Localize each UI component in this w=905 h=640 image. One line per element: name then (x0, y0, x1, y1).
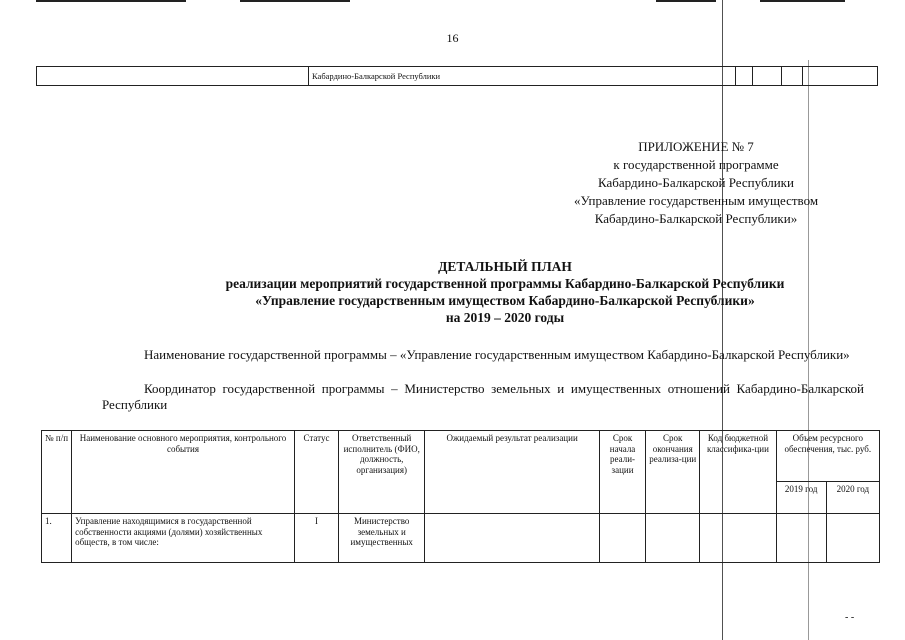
header-funding: Объем ресурсного обеспечения, тыс. руб. (776, 431, 879, 482)
cell-executor: Министерство земельных и имущественных (339, 514, 425, 563)
coordinator-paragraph (102, 381, 864, 413)
strip-cell (803, 67, 878, 86)
header-result: Ожидаемый результат реализации (425, 431, 600, 514)
document-title (0, 258, 905, 326)
cell-code (700, 514, 776, 563)
detailed-plan-table (41, 430, 880, 563)
header-name: Наименование основного мероприятия, контрольного события (72, 431, 295, 514)
cell-status: I (294, 514, 338, 563)
cell-name: Управление находящимися в государственной собственности акциями (долями) хозяйственных обществ, в том числе: (72, 514, 295, 563)
appendix-line: к государственной программе (613, 157, 779, 172)
cell-year-2020 (826, 514, 879, 563)
title-line: реализации мероприятий государственной программы Кабардино-Балкарской Республики (225, 276, 785, 291)
title-line: ДЕТАЛЬНЫЙ ПЛАН (438, 259, 572, 274)
header-code: Код бюджетной классифика-ции (700, 431, 776, 514)
scan-artifact-line (240, 0, 350, 2)
cell-year-2019 (776, 514, 826, 563)
table-row (42, 514, 880, 563)
header-end: Срок окончания реализа-ции (646, 431, 700, 514)
title-line: «Управление государственным имуществом Кабардино-Балкарской Республики» (255, 293, 755, 308)
page-number: 16 (446, 31, 459, 45)
appendix-line: «Управление государственным имуществом (573, 193, 819, 208)
cell-start (599, 514, 645, 563)
cell-num: 1. (42, 514, 72, 563)
appendix-line: Кабардино-Балкарской Республики» (594, 211, 798, 226)
strip-cell-text: Кабардино-Балкарской Республики (309, 67, 736, 86)
title-line: на 2019 – 2020 годы (445, 310, 565, 325)
header-executor: Ответственный исполнитель (ФИО, должность, организация) (339, 431, 425, 514)
appendix-header (480, 138, 905, 228)
table-header-row (42, 431, 880, 482)
header-year-2019: 2019 год (776, 482, 826, 514)
strip-cell (753, 67, 782, 86)
header-start: Срок начала реали-зации (599, 431, 645, 514)
strip-cell (736, 67, 753, 86)
coordinator-text: Координатор государственной программы – Министерство земельных и имущественных отношений Кабардино-Балкарской Республики (102, 381, 864, 412)
program-name-paragraph (102, 347, 864, 363)
program-name-text: Наименование государственной программы – «Управление государственным имуществом Кабардино-Балкарской Республики» (144, 347, 850, 362)
cell-result (425, 514, 600, 563)
scan-artifact-line (36, 0, 186, 2)
header-year-2020: 2020 год (826, 482, 879, 514)
continued-table-strip (36, 66, 878, 86)
appendix-line: ПРИЛОЖЕНИЕ № 7 (638, 139, 754, 154)
scan-artifact-line (760, 0, 845, 2)
header-status: Статус (294, 431, 338, 514)
cell-end (646, 514, 700, 563)
strip-cell (782, 67, 803, 86)
footer-mark: - - (845, 612, 855, 623)
header-num: № п/п (42, 431, 72, 514)
strip-cell (37, 67, 309, 86)
scan-artifact-line (656, 0, 716, 2)
appendix-line: Кабардино-Балкарской Республики (598, 175, 794, 190)
